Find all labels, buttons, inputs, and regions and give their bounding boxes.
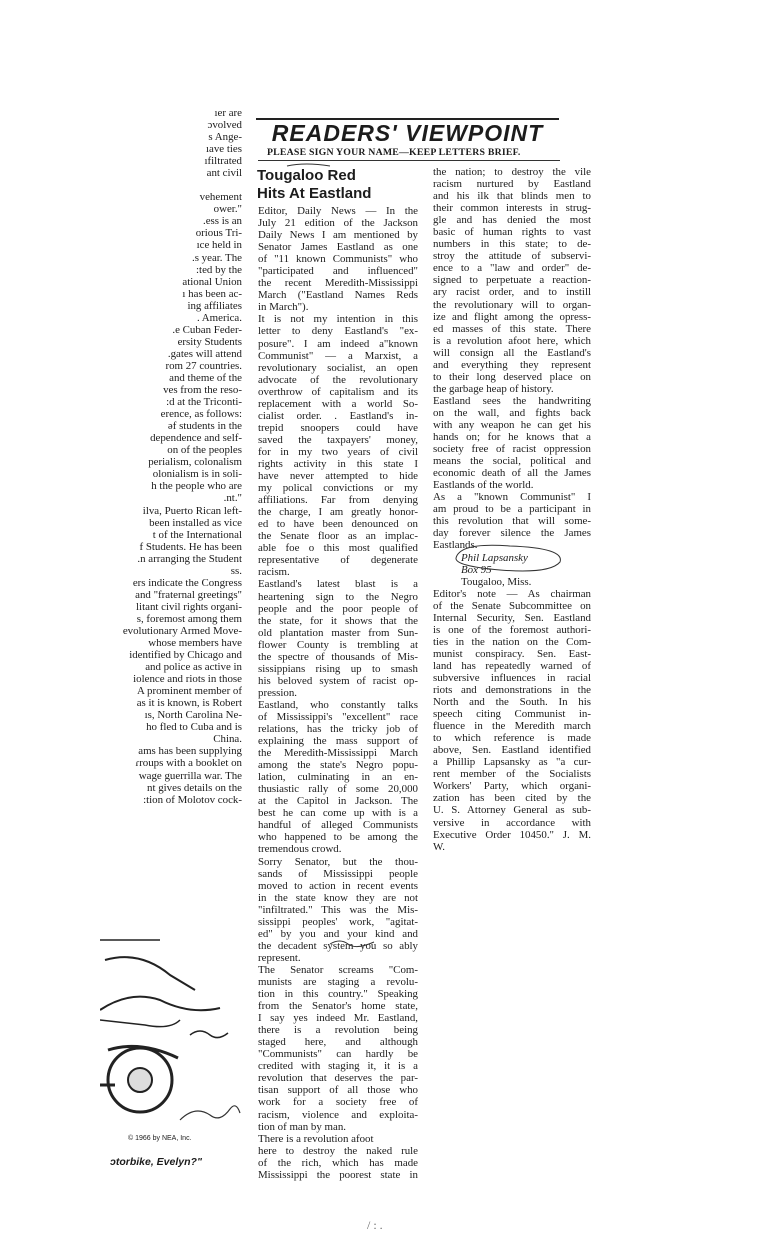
text-line: ho fled to Cuba and is bbox=[146, 721, 242, 734]
text-line: among the state's Negro popu- bbox=[258, 759, 418, 772]
text-line: affiliations. Far from denying bbox=[258, 494, 418, 507]
text-line: .gates will attend bbox=[167, 347, 242, 360]
text-line: have never attempted to hide bbox=[258, 470, 418, 483]
text-line: there is a revolution being bbox=[258, 1024, 418, 1037]
text-line: :tion of Molotov cock- bbox=[143, 793, 242, 806]
text-line: sissippians rising up to smash bbox=[258, 662, 418, 675]
text-line: land has repeatedly warned of bbox=[433, 659, 591, 672]
text-line: moved to action in recent events bbox=[258, 879, 418, 892]
text-line: əf students in the bbox=[167, 420, 242, 433]
text-line: ed masses of this state. There bbox=[433, 322, 591, 335]
text-line: rights activity in this state I bbox=[258, 457, 418, 470]
text-line: ilva, Puerto Rican left- bbox=[142, 504, 242, 517]
text-line: litant civil rights organi- bbox=[136, 600, 242, 613]
readers-viewpoint-masthead: READERS' VIEWPOINT bbox=[256, 118, 559, 146]
text-line: Eastland, who constantly talks bbox=[258, 698, 418, 711]
text-line: sissippi peoples' work, "agitat- bbox=[258, 915, 418, 928]
masthead-subhead: PLEASE SIGN YOUR NAME—KEEP LETTERS BRIEF. bbox=[267, 147, 521, 158]
text-line: ers indicate the Congress bbox=[132, 576, 242, 589]
text-line: Internal Security, Sen. Eastland bbox=[433, 611, 591, 624]
text-line: racism. bbox=[258, 566, 290, 579]
text-line: ary racist order, and to instill bbox=[433, 286, 591, 299]
text-line: is a revolution afoot here, which bbox=[433, 334, 591, 347]
text-line: ı has been ac- bbox=[182, 287, 242, 300]
text-line: racism, violence and exploita- bbox=[258, 1108, 418, 1121]
text-line: with any weapon he can get his bbox=[433, 418, 591, 431]
text-line: this revolution that will some- bbox=[433, 515, 591, 528]
text-line: economic death of all the James bbox=[433, 467, 591, 480]
text-line: March ("Eastland Names Reds bbox=[258, 289, 418, 302]
text-line: Eastlands. bbox=[433, 539, 478, 552]
text-line: ed" by you and your kind and bbox=[258, 927, 418, 940]
text-line: thusiastic rally of some 20,000 bbox=[258, 783, 418, 796]
text-line: ize and flight among the opress- bbox=[433, 310, 591, 323]
text-line: and his ilk that blinds men to bbox=[433, 190, 591, 203]
text-line: ıer are bbox=[214, 107, 242, 119]
text-line: ed to have been denounced on bbox=[258, 518, 418, 531]
text-line: munists are staging a revolu- bbox=[258, 976, 418, 988]
cartoon-caption: ɔtorbike, Evelyn?" bbox=[110, 1156, 202, 1168]
text-line: ams has been supplying bbox=[138, 745, 242, 758]
text-line: the Meredith-Mississippi March bbox=[258, 747, 418, 760]
text-line: subversive influences in racial bbox=[433, 671, 591, 684]
text-line: am proud to be a participant in bbox=[433, 503, 591, 516]
text-line: numbers in this state; to de- bbox=[433, 238, 591, 251]
left-article-column bbox=[100, 107, 242, 806]
handwritten-signature-scribble bbox=[328, 936, 378, 950]
text-line: ing affiliates bbox=[187, 299, 242, 312]
text-line: society free of racist oppression bbox=[433, 443, 591, 456]
text-line: Workers' Party, which organi- bbox=[433, 780, 591, 793]
text-line: munist conspiracy. Sen. East- bbox=[433, 647, 591, 660]
text-line: stroy the attitude of subservi- bbox=[433, 250, 591, 263]
text-line: There is a revolution afoot bbox=[258, 1132, 374, 1145]
text-line: zation has been cited by the bbox=[433, 792, 591, 805]
text-line: ɔvolved bbox=[207, 119, 242, 132]
text-line: the charge, I am greatly honor- bbox=[258, 506, 418, 519]
text-line: in the state know they are not bbox=[258, 891, 418, 904]
text-line: representative of degenerate bbox=[258, 554, 418, 567]
text-line: the revolutionary will to organ- bbox=[433, 298, 591, 311]
letter-column-1 bbox=[258, 205, 418, 1181]
text-line: Editor, Daily News — In the bbox=[258, 205, 418, 217]
text-line: and "fraternal greetings" bbox=[135, 588, 242, 601]
text-line: here to destroy the naked rule bbox=[258, 1144, 418, 1157]
text-line: s Ange- bbox=[208, 131, 242, 144]
text-line: trepid snoopers could have bbox=[258, 421, 418, 434]
text-line: July 21 edition of the Jackson bbox=[258, 217, 418, 230]
text-line: racism nurtured by Eastland bbox=[433, 178, 591, 191]
text-line: evolutionary Armed Move- bbox=[122, 624, 242, 637]
text-line: North and the South. In his bbox=[433, 696, 591, 709]
text-line: .s year. The bbox=[191, 251, 242, 264]
text-line: the garbage heap of history. bbox=[433, 382, 554, 395]
text-line: letter to deny Eastland's "ex- bbox=[258, 325, 418, 338]
text-line: work for a society free of bbox=[258, 1096, 418, 1109]
text-line: revolution that deserves the par- bbox=[258, 1072, 418, 1085]
cartoon-motorbike-illustration bbox=[100, 920, 242, 1140]
text-line: on of the peoples bbox=[167, 444, 242, 457]
text-line: the Senate floor as an implac- bbox=[258, 530, 418, 543]
text-line: tion in this country." Speaking bbox=[258, 988, 418, 1001]
text-line: s, foremost among them bbox=[136, 612, 242, 625]
text-line: perialism, colonalism bbox=[148, 456, 242, 469]
cartoon-copyright: © 1966 by NEA, Inc. bbox=[128, 1135, 192, 1142]
text-line: speech citing Communist in- bbox=[433, 708, 591, 721]
text-line: of the rich, which has made bbox=[258, 1156, 418, 1169]
text-line: from the Senator's home state, bbox=[258, 1000, 418, 1013]
text-line: on the wall, and fights back bbox=[433, 406, 591, 419]
text-line: Daily News I am mentioned by bbox=[258, 229, 418, 242]
text-line: is one of the foremost authori- bbox=[433, 623, 591, 636]
text-line: above, Sen. Eastland identified bbox=[433, 744, 591, 757]
text-line: the state, for it shows that the bbox=[258, 614, 418, 627]
text-line: replacement with a world So- bbox=[258, 397, 418, 410]
text-line: A prominent member of bbox=[137, 685, 242, 698]
text-line: Executive Order 10450." J. M. bbox=[433, 828, 591, 841]
text-line: tisan support of all those who bbox=[258, 1084, 418, 1097]
text-line: .n arranging the Student bbox=[137, 552, 242, 565]
text-line: ower." bbox=[213, 203, 242, 216]
text-line: cialist order. . Eastland's in- bbox=[258, 409, 418, 422]
text-line: identified by Chicago and bbox=[129, 649, 242, 662]
text-line: relations, has the tricky job of bbox=[258, 723, 418, 736]
text-line: to which reference is made bbox=[433, 732, 591, 745]
text-line: orious Tri- bbox=[195, 227, 242, 240]
text-line: wage guerrilla war. The bbox=[138, 769, 242, 782]
text-line: the nation; to destroy the vile bbox=[433, 166, 591, 178]
text-line: ıce held in bbox=[196, 239, 242, 252]
text-line: versive in accordance with bbox=[433, 816, 591, 829]
text-line: .e Cuban Feder- bbox=[172, 323, 242, 336]
text-line: revolutionary socialist, an open bbox=[258, 361, 418, 374]
text-line: handful of alleged Communists bbox=[258, 819, 418, 832]
text-line: ational Union bbox=[182, 275, 242, 288]
text-line: .nt." bbox=[223, 492, 242, 505]
text-line: lation, culminating in an en- bbox=[258, 771, 418, 784]
text-line: fluence in the Meredith march bbox=[433, 720, 591, 733]
text-line: pression. bbox=[258, 686, 298, 699]
text-line: to their long deserved place on bbox=[433, 370, 591, 383]
text-line: hands on; for he knows that a bbox=[433, 431, 591, 444]
text-line: will consign all the Eastland's bbox=[433, 346, 591, 359]
text-line: my polical convictions or my bbox=[258, 482, 418, 495]
text-line: the recent Meredith-Mississippi bbox=[258, 277, 418, 290]
text-line: iolence and riots in those bbox=[133, 673, 242, 686]
text-line: dependence and self- bbox=[150, 432, 242, 445]
text-line: ss. bbox=[230, 564, 242, 577]
text-line: and everything they represent bbox=[433, 358, 591, 371]
text-line: China. bbox=[213, 733, 242, 746]
text-line: Phil Lapsansky bbox=[461, 551, 528, 564]
text-line: ɾroups with a booklet on bbox=[135, 757, 242, 770]
text-line: .ess is an bbox=[202, 215, 242, 228]
letter-headline bbox=[257, 167, 417, 203]
text-line: tion of man by man. bbox=[258, 1120, 347, 1133]
text-line: "participated and influenced" bbox=[258, 265, 418, 278]
text-line: olonialism is in soli- bbox=[152, 468, 242, 481]
text-line: "Communists" can hardly be bbox=[258, 1048, 418, 1061]
headline-line-1: Tougaloo Red bbox=[257, 167, 356, 184]
text-line: Editor's note — As chairman bbox=[433, 587, 591, 600]
text-line: The Senator screams "Com- bbox=[258, 963, 418, 976]
text-line: U. S. Attorney General as sub- bbox=[433, 804, 591, 817]
text-line: tremendous crowd. bbox=[258, 843, 342, 856]
text-line: means the social, political and bbox=[433, 455, 591, 468]
text-line: people and the poor people of bbox=[258, 602, 418, 615]
text-line: heartening sign to the Negro bbox=[258, 590, 418, 603]
text-line: their common interests in strug- bbox=[433, 202, 591, 215]
letter-column-2 bbox=[433, 166, 591, 853]
text-line: who happened to be among the bbox=[258, 831, 418, 844]
text-line: ıs, North Carolina Ne- bbox=[144, 709, 242, 722]
text-line: day forever silence the James bbox=[433, 527, 591, 540]
text-line: I say yes indeed Mr. Eastland, bbox=[258, 1012, 418, 1025]
text-line: nt gives details on the bbox=[147, 781, 242, 794]
text-line: gle and has denied the most bbox=[433, 214, 591, 227]
text-line: of the Senate Subcommittee on bbox=[433, 599, 591, 612]
text-line: whose members have bbox=[148, 637, 242, 650]
text-line: ves from the reso- bbox=[163, 384, 242, 397]
text-line: of Mississippi's "excellent" race bbox=[258, 710, 418, 723]
text-line: old plantation master from Sun- bbox=[258, 626, 418, 639]
text-line: the spectre of thousands of Mis- bbox=[258, 650, 418, 663]
text-line: explaining the mass support of bbox=[258, 735, 418, 748]
text-line: t of the International bbox=[152, 528, 242, 541]
text-line: overthrow of capitalism and its bbox=[258, 385, 418, 398]
text-line: saved the taxpayers' money, bbox=[258, 433, 418, 446]
text-line: Box 95 bbox=[461, 563, 492, 576]
text-line: ties in the nation on the Com- bbox=[433, 635, 591, 648]
text-line: Sorry Senator, but the thou- bbox=[258, 855, 418, 868]
text-line: Communist" — a Marxist, a bbox=[258, 349, 418, 362]
text-line: basic of human rights to vast bbox=[433, 226, 591, 239]
text-line: vehement bbox=[199, 191, 242, 204]
handwritten-underline-mark bbox=[285, 160, 335, 170]
headline-line-2: Hits At Eastland bbox=[257, 185, 372, 202]
text-line: As a "known Communist" I bbox=[433, 491, 591, 504]
text-line: ıfiltrated bbox=[204, 155, 242, 168]
text-line: Eastlands of the world. bbox=[433, 479, 534, 492]
text-line: ıave ties bbox=[206, 143, 242, 156]
text-line: h the people who are bbox=[151, 480, 242, 493]
text-line: :ted by the bbox=[196, 263, 242, 276]
text-line: advocate of the revolutionary bbox=[258, 373, 418, 386]
text-line: posure". I am indeed a"known bbox=[258, 337, 418, 350]
text-line: erence, as follows: bbox=[160, 408, 242, 421]
text-line: at the Capitol in Jackson. The bbox=[258, 795, 418, 808]
text-line: sands of Mississippi people bbox=[258, 867, 418, 880]
text-line: of "11 known Communists" who bbox=[258, 253, 418, 266]
text-line: credited with staging it, it is a bbox=[258, 1060, 418, 1073]
handwritten-circle-mark bbox=[450, 540, 570, 576]
text-line: for in my two years of civil bbox=[258, 445, 418, 458]
text-line: Eastland sees the handwriting bbox=[433, 394, 591, 407]
text-line: and theme of the bbox=[169, 371, 242, 384]
text-line: W. bbox=[433, 840, 446, 853]
page-mark: / : . bbox=[367, 1218, 383, 1232]
text-line: the decadent system you so ably bbox=[258, 939, 418, 952]
text-line: his beloved system of racist op- bbox=[258, 674, 418, 687]
text-line: . America. bbox=[196, 311, 242, 324]
text-line: Eastland's latest blast is a bbox=[258, 578, 418, 591]
text-line: :d at the Triconti- bbox=[166, 396, 242, 409]
text-line bbox=[100, 179, 242, 191]
text-line: Senator James Eastland as one bbox=[258, 241, 418, 254]
text-line: signed to perpetuate a reaction- bbox=[433, 274, 591, 287]
text-line: best he can come up with is a bbox=[258, 807, 418, 820]
text-line: rent member of the Socialists bbox=[433, 768, 591, 781]
text-line: as it is known, is Robert bbox=[136, 697, 242, 710]
text-line: Tougaloo, Miss. bbox=[461, 575, 532, 588]
text-line: been installed as vice bbox=[149, 516, 242, 529]
text-line: riots and demonstrations in the bbox=[433, 684, 591, 697]
text-line: rom 27 countries. bbox=[165, 359, 242, 372]
text-line: It is not my intention in this bbox=[258, 313, 418, 326]
text-line: a Phillip Lapsansky as "a cur- bbox=[433, 756, 591, 769]
text-line: able foe o this most qualified bbox=[258, 542, 418, 555]
text-line: represent. bbox=[258, 951, 301, 964]
text-line: staged here, and although bbox=[258, 1036, 418, 1049]
text-line: Mississippi the poorest state in bbox=[258, 1168, 418, 1181]
text-line: ant civil bbox=[206, 167, 242, 180]
text-line: f Students. He has been bbox=[139, 540, 242, 553]
text-line: ersity Students bbox=[177, 335, 242, 348]
text-line: and police as active in bbox=[145, 661, 242, 674]
text-line: ence to a "law and order" de- bbox=[433, 262, 591, 275]
text-line: in March"). bbox=[258, 301, 309, 314]
text-line: "infiltrated." This was the Mis- bbox=[258, 903, 418, 916]
text-line: flower County is trembling at bbox=[258, 638, 418, 651]
